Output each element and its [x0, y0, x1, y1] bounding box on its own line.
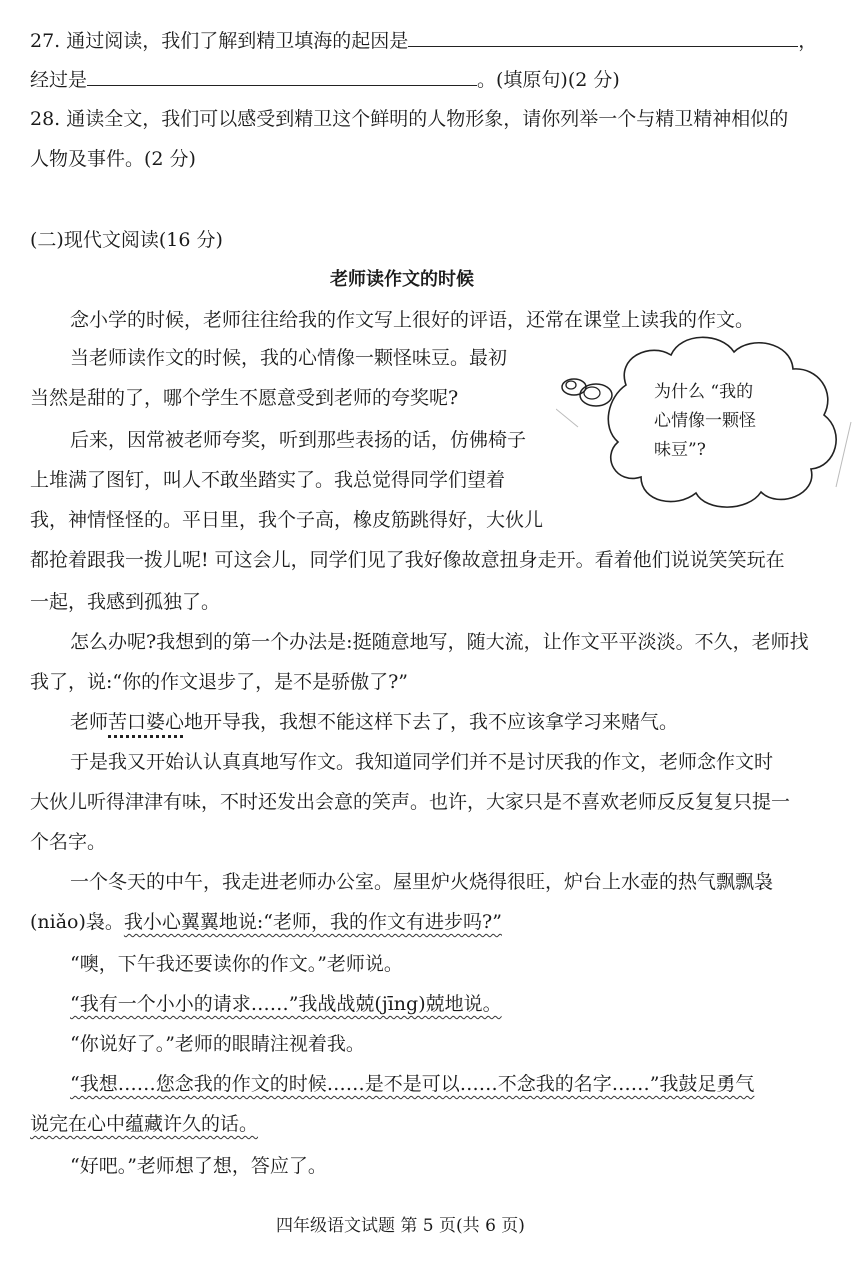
paragraph-2-line-1: 当老师读作文的时候，我的心情像一颗怪味豆。最初 — [70, 347, 508, 369]
paragraph-4-line-1: 怎么办呢?我想到的第一个办法是:挺随意地写，随大流，让作文平平淡淡。不久，老师找 — [70, 631, 809, 653]
question-27-score: 。(填原句)(2 分) — [477, 69, 620, 91]
paragraph-7-pinyin-end: (niǎo)袅。 — [30, 911, 124, 933]
paragraph-2-line-2: 当然是甜的了，哪个学生不愿意受到老师的夸奖呢? — [30, 387, 459, 409]
question-27-line-2 — [30, 67, 620, 92]
bubble-line-2: 心情像一颗怪 — [654, 411, 756, 431]
answer-blank-27-cause[interactable] — [408, 28, 798, 47]
question-27-process-label: 经过是 — [30, 69, 88, 91]
paragraph-7-line-2 — [30, 910, 502, 934]
paragraph-5-pre: 老师 — [70, 711, 109, 733]
question-28-line-2: 人物及事件。(2 分) — [30, 148, 196, 170]
wavy-sentence-2: “我有一个小小的请求……”我战战兢(jīng)兢地说。 — [70, 993, 502, 1015]
paragraph-10: “你说好了。”老师的眼睛注视着我。 — [70, 1033, 365, 1055]
question-27-text: 27. 通过阅读，我们了解到精卫填海的起因是 — [30, 30, 409, 52]
paragraph-3-line-3: 我，神情怪怪的。平日里，我个子高，橡皮筋跳得好，大伙儿 — [30, 509, 544, 531]
paragraph-11-line-1 — [70, 1072, 754, 1096]
bubble-line-1: 为什么 “我的 — [654, 382, 754, 402]
wavy-sentence-3b: 说完在心中蕴藏许久的话。 — [30, 1113, 259, 1135]
question-28-line-1: 28. 通读全文，我们可以感受到精卫这个鲜明的人物形象，请你列举一个与精卫精神相似的 — [30, 108, 789, 130]
paragraph-8: “噢，下午我还要读你的作文。”老师说。 — [70, 953, 403, 975]
paragraph-5 — [70, 710, 678, 734]
question-27-line-1 — [30, 28, 817, 53]
paragraph-11-line-2 — [30, 1112, 258, 1136]
paragraph-4-line-2: 我了，说:“你的作文退步了，是不是骄傲了?” — [30, 671, 409, 693]
section-heading: (二)现代文阅读(16 分) — [30, 229, 223, 251]
paragraph-9 — [70, 992, 502, 1016]
paragraph-1: 念小学的时候，老师往往给我的作文写上很好的评语，还常在课堂上读我的作文。 — [70, 309, 755, 331]
bubble-line-3: 味豆”? — [654, 440, 706, 460]
dotted-phrase: 苦口婆心 — [108, 711, 185, 733]
paragraph-6-line-2: 大伙儿听得津津有味，不时还发出会意的笑声。也许，大家只是不喜欢老师反反复复只提一 — [30, 791, 791, 813]
paragraph-7-line-1: 一个冬天的中午，我走进老师办公室。屋里炉火烧得很旺，炉台上水壶的热气飘飘袅 — [70, 871, 774, 893]
paragraph-12: “好吧。”老师想了想，答应了。 — [70, 1155, 327, 1177]
paragraph-3-line-5: 一起，我感到孤独了。 — [30, 591, 221, 613]
paragraph-5-post: 地开导我，我想不能这样下去了，我不应该拿学习来赌气。 — [184, 711, 679, 733]
page-footer: 四年级语文试题 第 5 页(共 6 页) — [276, 1216, 525, 1236]
wavy-sentence-1: 我小心翼翼地说:“老师，我的作文有进步吗?” — [123, 911, 502, 933]
paragraph-6-line-3: 个名字。 — [30, 831, 107, 853]
paragraph-3-line-4: 都抢着跟我一拨儿呢! 可这会儿，同学们见了我好像故意扭身走开。看着他们说说笑笑玩在 — [30, 549, 785, 571]
paragraph-3-line-2: 上堆满了图钉，叫人不敢坐踏实了。我总觉得同学们望着 — [30, 469, 506, 491]
thought-bubble — [556, 327, 856, 517]
paragraph-6-line-1: 于是我又开始认认真真地写作文。我知道同学们并不是讨厌我的作文，老师念作文时 — [70, 751, 774, 773]
question-27-comma: ， — [798, 30, 818, 52]
wavy-sentence-3a: “我想……您念我的作文的时候……是不是可以……不念我的名字……”我鼓足勇气 — [70, 1073, 755, 1095]
article-title: 老师读作文的时候 — [330, 269, 474, 290]
answer-blank-27-process[interactable] — [87, 67, 477, 86]
paragraph-3-line-1: 后来，因常被老师夸奖，听到那些表扬的话，仿佛椅子 — [70, 429, 527, 451]
